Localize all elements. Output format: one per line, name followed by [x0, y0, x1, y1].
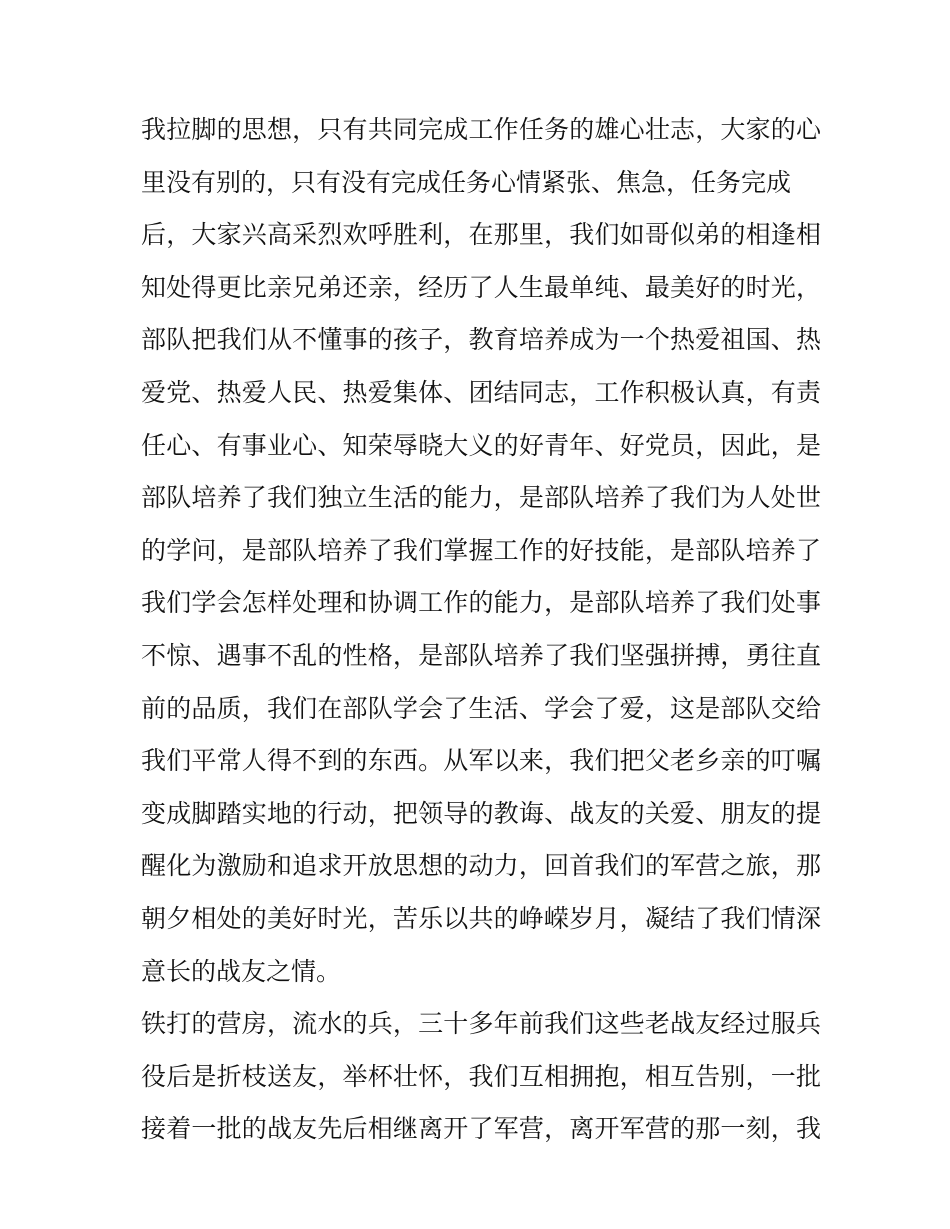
text-line: 的学问，是部队培养了我们掌握工作的好技能，是部队培养了: [141, 535, 821, 565]
text-line: 里没有别的，只有没有完成任务心情紧张、焦急，任务完成: [141, 167, 792, 197]
text-line: 变成脚踏实地的行动，把领导的教诲、战友的关爱、朋友的提: [141, 798, 821, 828]
text-line: 知处得更比亲兄弟还亲，经历了人生最单纯、最美好的时光，: [141, 272, 821, 302]
text-line: 前的品质，我们在部队学会了生活、学会了爱，这是部队交给: [141, 693, 821, 723]
text-line: 意长的战友之情。: [141, 956, 342, 986]
text-line: 朝夕相处的美好时光，苦乐以共的峥嵘岁月，凝结了我们情深: [141, 903, 821, 933]
text-line: 我们平常人得不到的东西。从军以来，我们把父老乡亲的叮嘱: [141, 746, 821, 776]
text-line: 爱党、热爱人民、热爱集体、团结同志，工作积极认真，有责: [141, 377, 821, 407]
text-line: 部队培养了我们独立生活的能力，是部队培养了我们为人处世: [141, 483, 821, 513]
text-line: 不惊、遇事不乱的性格，是部队培养了我们坚强拼搏，勇往直: [141, 640, 821, 670]
text-line: 我们学会怎样处理和协调工作的能力，是部队培养了我们处事: [141, 588, 821, 618]
text-line: 铁打的营房，流水的兵，三十多年前我们这些老战友经过服兵: [141, 1009, 821, 1039]
text-line: 醒化为激励和追求开放思想的动力，回首我们的军营之旅，那: [141, 851, 821, 881]
text-line: 部队把我们从不懂事的孩子，教育培养成为一个热爱祖国、热: [141, 325, 821, 355]
text-line: 后，大家兴高采烈欢呼胜利，在那里，我们如哥似弟的相逢相: [141, 220, 821, 250]
text-line: 我拉脚的思想，只有共同完成工作任务的雄心壮志，大家的心: [141, 115, 821, 144]
text-line: 接着一批的战友先后相继离开了军营，离开军营的那一刻，我: [141, 1114, 821, 1144]
text-line: 任心、有事业心、知荣辱晓大义的好青年、好党员，因此，是: [141, 430, 821, 460]
body-text: [141, 104, 821, 1156]
text-line: 役后是折枝送友，举杯壮怀，我们互相拥抱，相互告别，一批: [141, 1061, 821, 1091]
